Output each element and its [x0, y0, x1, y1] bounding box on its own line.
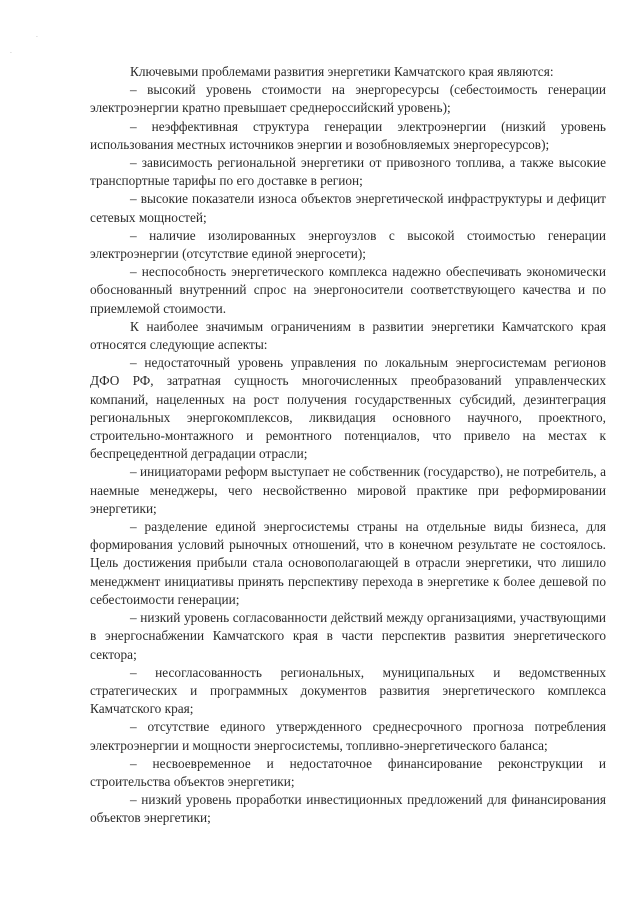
paragraph-intro-problems: Ключевыми проблемами развития энергетики Камчатского края являются:: [130, 64, 554, 79]
list-item-constraint: – низкий уровень согласованности действий между организациями, участвующими в энергоснабжении Камчатского края в части перспектив развития энергетического сектора;: [90, 610, 606, 662]
list-item-problem: – высокий уровень стоимости на энергоресурсы (себестоимость генерации электроэнергии кратно превышает среднероссийский уровень);: [90, 82, 606, 116]
document-body: [90, 63, 606, 828]
list-item-constraint: – разделение единой энергосистемы страны на отдельные виды бизнеса, для формирования условий рыночных отношений, что в конечном результате не состоялось. Цель достижения прибыли стала основополагающей в отрасли энергетики, что лишило менеджмент инициативы принять перспективу перехода в энергетике к более дешевой по себестоимости генерации;: [90, 519, 606, 607]
list-item-constraint: – отсутствие единого утвержденного среднесрочного прогноза потребления электроэнергии и мощности энергосистемы, топливно-энергетического баланса;: [90, 719, 606, 753]
list-item-constraint: – низкий уровень проработки инвестиционных предложений для финансирования объектов энергетики;: [90, 792, 606, 826]
paragraph-intro-constraints: К наиболее значимым ограничениям в развитии энергетики Камчатского края относятся следующие аспекты:: [90, 318, 606, 353]
list-item-constraint: – несогласованность региональных, муниципальных и ведомственных стратегических и программных документов развития энергетического комплекса Камчатского края;: [90, 664, 606, 717]
list-item-problem: – высокие показатели износа объектов энергетической инфраструктуры и дефицит сетевых мощностей;: [90, 191, 606, 225]
scan-speck: ·: [36, 34, 38, 41]
list-item-problem: – наличие изолированных энергоузлов с высокой стоимостью генерации электроэнергии (отсутствие единой энергосети);: [90, 227, 606, 262]
list-item-constraint: – инициаторами реформ выступает не собственник (государство), не потребитель, а наемные менеджеры, чего несвойственно мировой практике при реформировании энергетики;: [90, 464, 606, 516]
list-item-problem: – зависимость региональной энергетики от привозного топлива, а также высокие транспортные тарифы по его доставке в регион;: [90, 155, 606, 189]
list-item-constraint: – несвоевременное и недостаточное финансирование реконструкции и строительства объектов энергетики;: [90, 755, 606, 789]
list-item-problem: – неспособность энергетического комплекса надежно обеспечивать экономически обоснованный внутренний спрос на энергоносители соответствующего качества и по приемлемой стоимости.: [90, 264, 606, 316]
scan-speck: ·: [10, 50, 12, 57]
list-item-constraint: – недостаточный уровень управления по локальным энергосистемам регионов ДФО РФ, затратная сущность многочисленных преобразований управленческих компаний, нацеленных на рост получения государственных субсидий, дезинтеграция региональных энергокомплексов, ликвидация основного научного, проектного, строительно-монтажного и ремонтного потенциалов, что привело на местах к беспрецедентной деградации отрасли;: [90, 355, 606, 462]
list-item-problem: – неэффективная структура генерации электроэнергии (низкий уровень использования местных источников энергии и возобновляемых энергоресурсов);: [90, 118, 606, 152]
